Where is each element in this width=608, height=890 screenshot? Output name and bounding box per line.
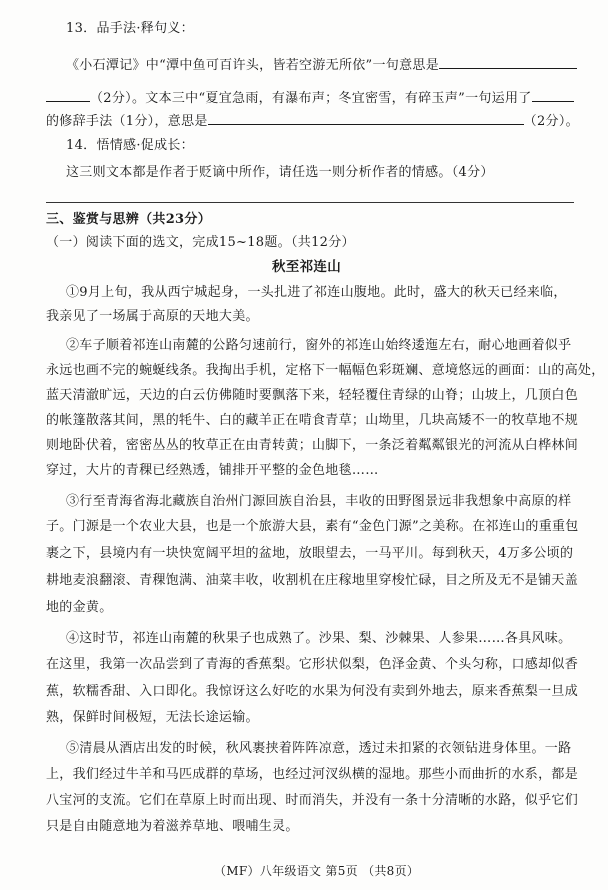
article-line: 蕉，软糯香甜、入口即化。我惊讶这么好吃的水果为何没有卖到外地去，原来香蕉梨一旦成 <box>46 684 579 699</box>
article-title: 秋至祁连山 <box>272 259 341 275</box>
article-line: ①9月上旬，我从西宁城起身，一头扎进了祁连山腹地。此时，盛大的秋天已经来临， <box>66 285 567 300</box>
article-line: 则地卧伏着，密密丛丛的牧草正在由青转黄；山脚下，一条泛着粼粼银光的河流从白桦林间 <box>46 438 579 453</box>
article-line: 我亲见了一场属于高原的天地大美。 <box>46 309 259 324</box>
q13-line-3-score: （2分）。 <box>523 114 579 129</box>
article-line: 在这里，我第一次品尝到了青海的香蕉梨。它形状似梨，色泽金黄、个头匀称，口感却似香 <box>46 657 579 672</box>
page-footer: （MF）八年级语文 第5页 （共8页） <box>214 864 420 878</box>
answer-blank-2[interactable] <box>46 89 90 102</box>
answer-blank-4[interactable] <box>208 112 524 125</box>
article-line: 只是自由随意地为着滋养草地、喂哺生灵。 <box>46 819 299 834</box>
q13-line-2-text: （2分）。文本三中“夏宜急雨，有瀑布声；冬宜密雪，有碎玉声”一句运用了 <box>90 91 532 106</box>
q13-heading: 13．品手法·释句义： <box>66 21 194 36</box>
article-line: 永远也画不完的蜿蜒线条。我掏出手机，定格下一幅幅色彩斑斓、意境悠远的画面：山的高处， <box>46 363 605 378</box>
article-line: 上，我们经过牛羊和马匹成群的草场，也经过河汊纵横的湿地。那些小而曲折的水系，都是 <box>46 767 579 782</box>
q13-line-1-text: 《小石潭记》中“潭中鱼可百许头，皆若空游无所依”一句意思是 <box>66 58 439 73</box>
q14-heading: 14．悟情感·促成长： <box>66 138 194 153</box>
article-line: 子。门源是一个农业大县，也是一个旅游大县，素有“金色门源”之美称。在祁连山的重重包 <box>46 519 579 534</box>
article-line: ③行至青海省海北藏族自治州门源回族自治县，丰收的田野图景远非我想象中高原的样 <box>66 494 572 509</box>
article-line: 熟，保鲜时间极短，无法长途运输。 <box>46 710 259 725</box>
q14-prompt: 这三则文本都是作者于贬谪中所作，请任选一则分析作者的情感。（4分） <box>66 165 494 180</box>
article-line: ②车子顺着祁连山南麓的公路匀速前行，窗外的祁连山始终逶迤左右，耐心地画着似乎 <box>66 338 572 353</box>
article-line: ④这时节，祁连山南麓的秋果子也成熟了。沙果、梨、沙棘果、人参果……各具风味。 <box>66 631 572 646</box>
q13-line-1 <box>66 56 577 75</box>
q13-line-3-text: 的修辞手法（1分），意思是 <box>46 114 208 129</box>
q13-line-2 <box>46 89 574 108</box>
article-line: 的帐篷散落其间，黑的牦牛、白的藏羊正在啃食青草；山坳里，几块高矮不一的牧草地不规 <box>46 413 579 428</box>
article-line: 耕地麦浪翻滚、青稞饱满、油菜丰收，收割机在庄稼地里穿梭忙碌，目之所及无不是铺天盖 <box>46 573 579 588</box>
divider-line <box>46 202 574 203</box>
answer-blank-3[interactable] <box>532 89 574 102</box>
article-line: 裹之下，县境内有一块快宽阔平坦的盆地，放眼望去，一马平川。每到秋天，4万多公顷的 <box>46 546 574 561</box>
article-line: ⑤清晨从酒店出发的时候，秋风裹挟着阵阵凉意，透过未扣紧的衣领钻进身体里。一路 <box>66 741 572 756</box>
article-line: 八宝河的支流。它们在草原上时而出现、时而消失，并没有一条十分清晰的水路，似乎它们 <box>46 793 579 808</box>
section-3-subheading: （一）阅读下面的选文，完成15~18题。（共12分） <box>46 235 355 250</box>
section-3-heading: 三、鉴赏与思辨（共23分） <box>46 212 211 227</box>
article-line: 蓝天清澈旷远，天边的白云仿佛随时要飘落下来，轻轻覆住青绿的山脊；山坡上，几顶白色 <box>46 388 579 403</box>
article-line: 穿过，大片的青稞已经熟透，铺排开平整的金色地毯…… <box>46 463 379 478</box>
answer-blank-1[interactable] <box>439 56 577 69</box>
article-line: 地的金黄。 <box>46 600 113 615</box>
q13-line-3 <box>46 112 579 131</box>
